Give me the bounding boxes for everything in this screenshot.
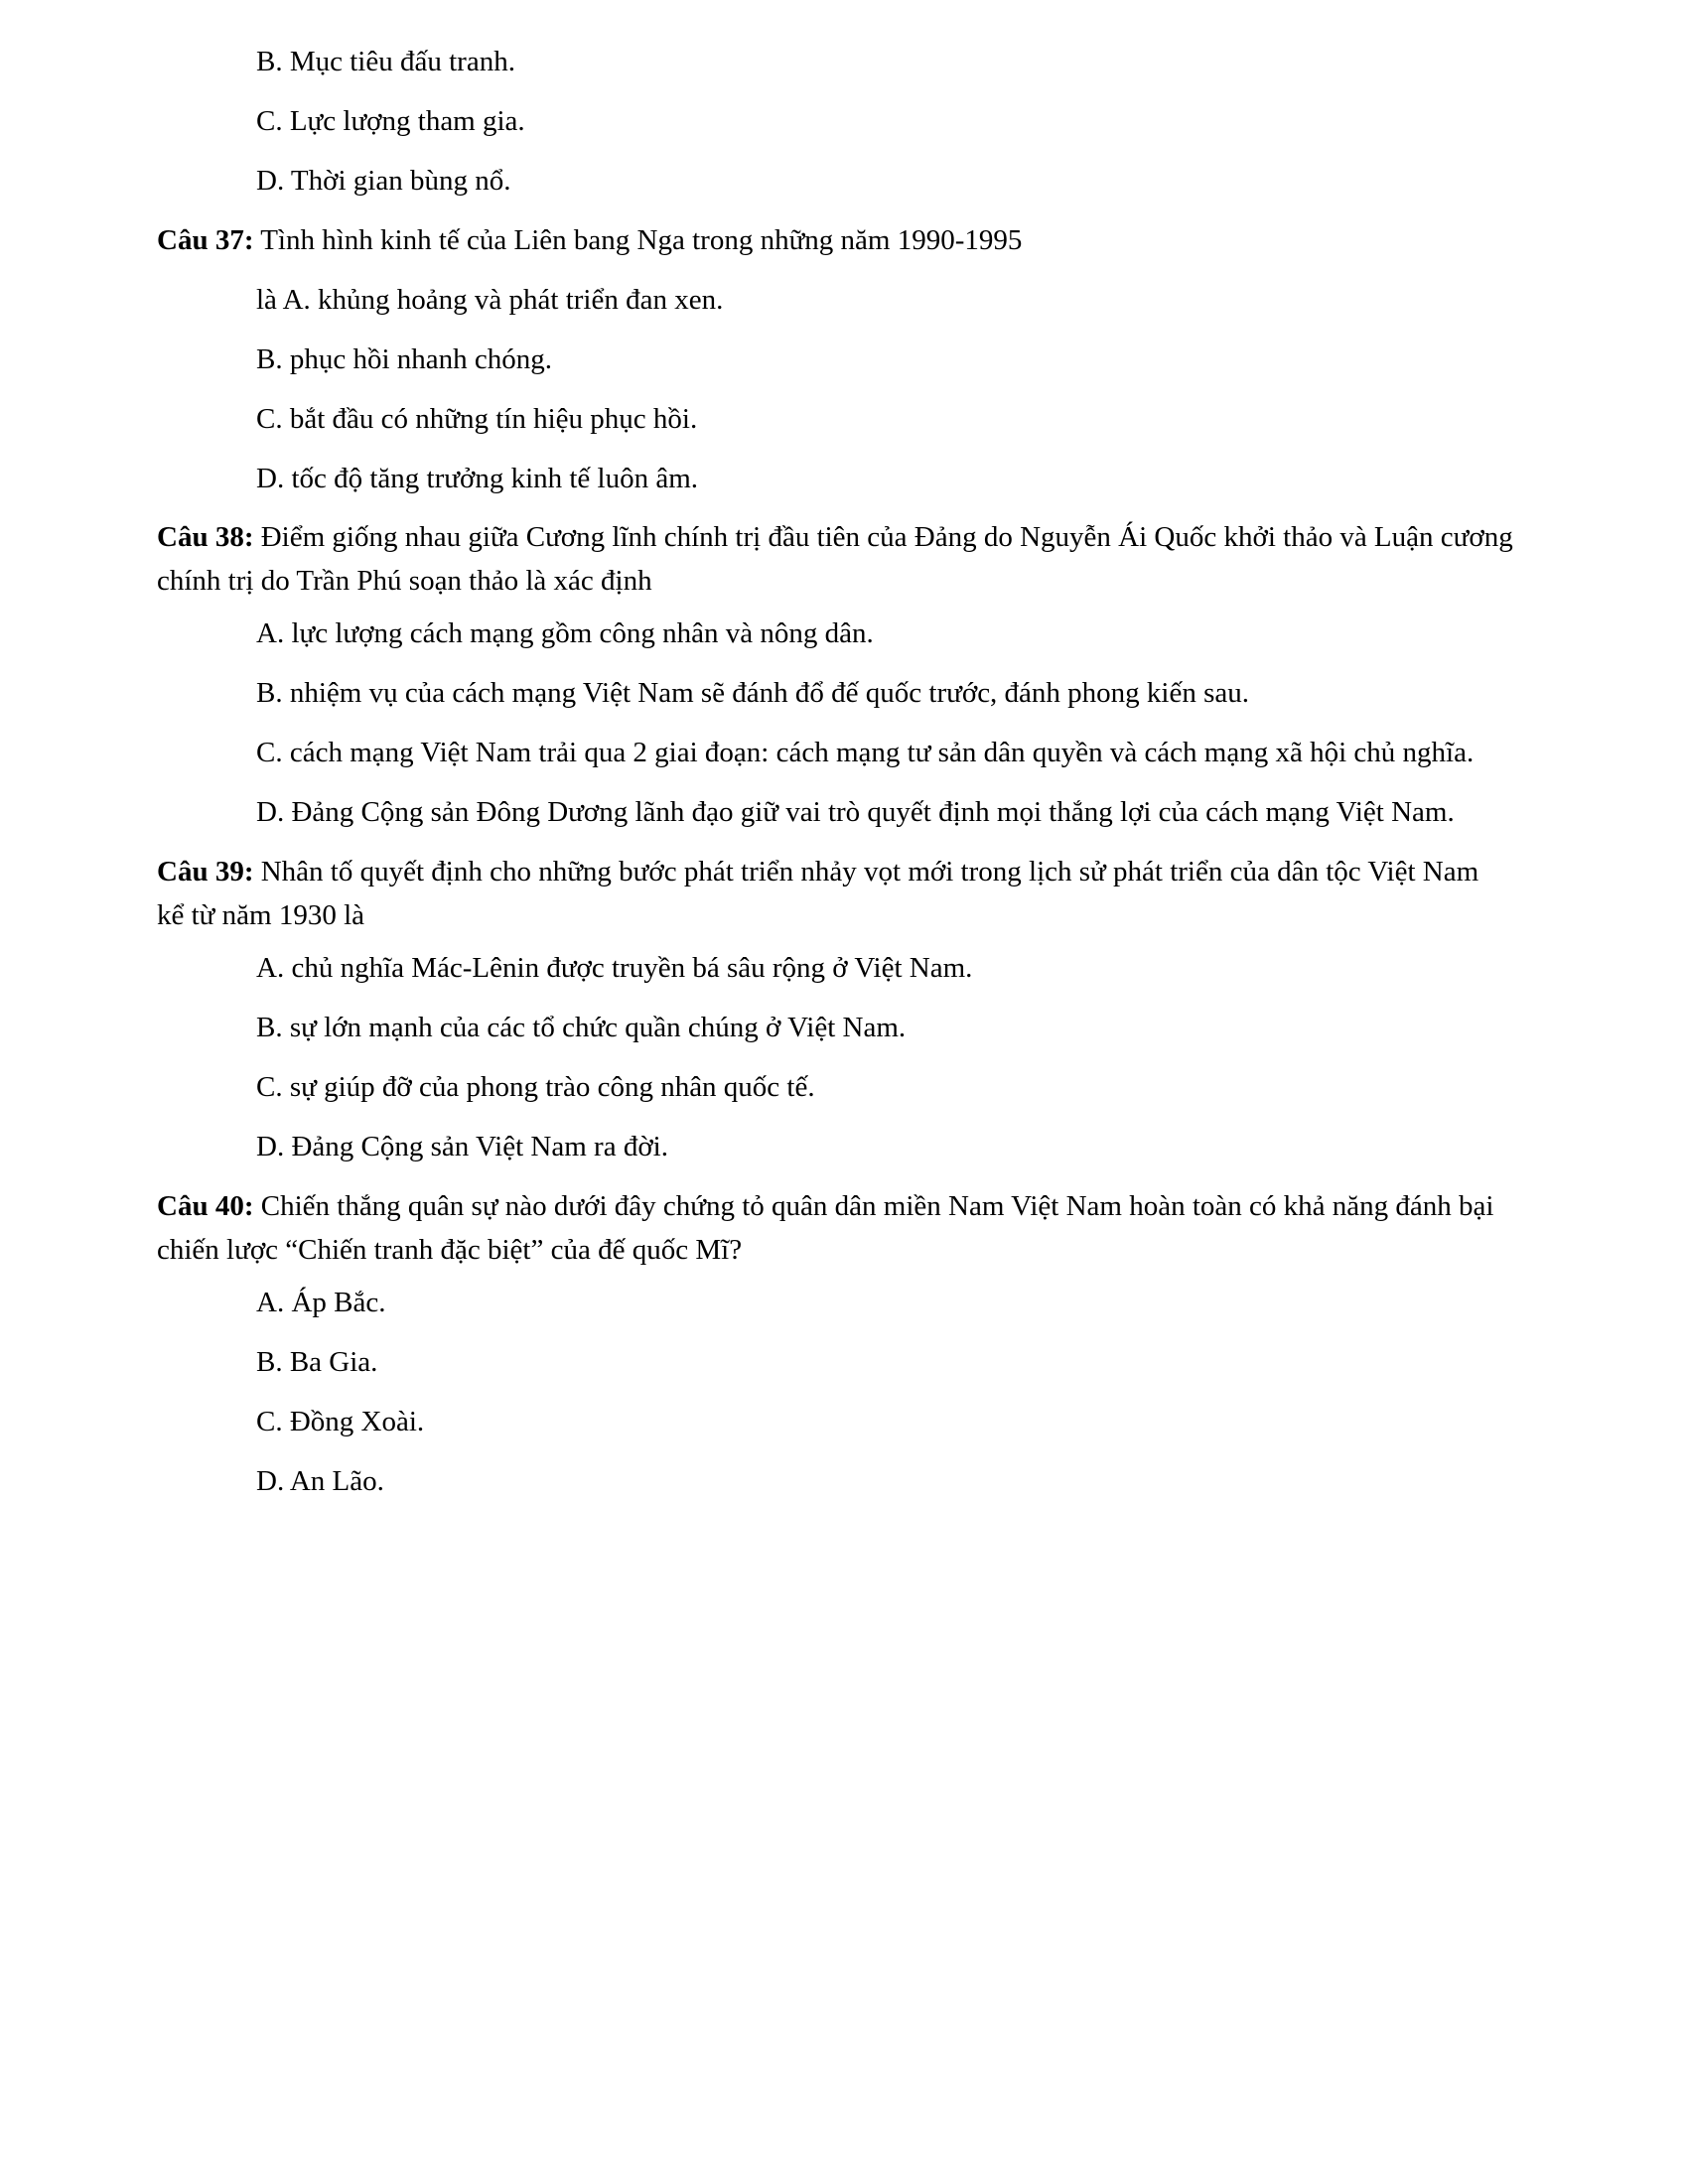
question-38-stem [157, 515, 1513, 559]
option-b: B. Ba Gia. [256, 1346, 378, 1378]
question-text: Điểm giống nhau giữa Cương lĩnh chính trị đầu tiên của Đảng do Nguyễn Ái Quốc khởi thảo và Luận cương [260, 521, 1513, 553]
option-a: là A. khủng hoảng và phát triển đan xen. [256, 284, 724, 316]
option-d: D. tốc độ tăng trưởng kinh tế luôn âm. [256, 463, 699, 494]
option-b: B. nhiệm vụ của cách mạng Việt Nam sẽ đánh đổ đế quốc trước, đánh phong kiến sau. [256, 677, 1250, 709]
option-c: C. Đồng Xoài. [256, 1406, 425, 1437]
question-label: Câu 37: [157, 224, 254, 256]
question-label: Câu 38: [157, 521, 254, 553]
option-d: D. Thời gian bùng nổ. [256, 165, 511, 197]
option-a: A. chủ nghĩa Mác-Lênin được truyền bá sâu rộng ở Việt Nam. [256, 952, 973, 984]
option-a: A. lực lượng cách mạng gồm công nhân và nông dân. [256, 617, 874, 649]
option-b: B. sự lớn mạnh của các tổ chức quần chúng ở Việt Nam. [256, 1012, 907, 1043]
question-label: Câu 40: [157, 1190, 254, 1222]
option-d: D. Đảng Cộng sản Việt Nam ra đời. [256, 1131, 668, 1162]
question-text: Tình hình kinh tế của Liên bang Nga trong những năm 1990-1995 [260, 224, 1023, 256]
option-d: D. Đảng Cộng sản Đông Dương lãnh đạo giữ vai trò quyết định mọi thắng lợi của cách mạng Việt Nam. [256, 796, 1455, 828]
question-text: Nhân tố quyết định cho những bước phát triển nhảy vọt mới trong lịch sử phát triển của dân tộc Việt Nam [260, 856, 1479, 887]
option-a: A. Áp Bắc. [256, 1287, 386, 1318]
question-text-continued: chính trị do Trần Phú soạn thảo là xác định [157, 565, 652, 597]
question-39-stem [157, 850, 1478, 893]
option-c: C. cách mạng Việt Nam trải qua 2 giai đoạn: cách mạng tư sản dân quyền và cách mạng xã hội chủ nghĩa. [256, 737, 1475, 768]
question-text-continued: kể từ năm 1930 là [157, 899, 365, 931]
option-c: C. sự giúp đỡ của phong trào công nhân quốc tế. [256, 1071, 815, 1103]
option-d: D. An Lão. [256, 1465, 384, 1497]
option-c: C. Lực lượng tham gia. [256, 105, 525, 137]
question-40-stem [157, 1184, 1493, 1228]
question-text: Chiến thắng quân sự nào dưới đây chứng tỏ quân dân miền Nam Việt Nam hoàn toàn có khả năng đánh bại [260, 1190, 1494, 1222]
question-text-continued: chiến lược “Chiến tranh đặc biệt” của đế quốc Mĩ? [157, 1234, 743, 1266]
option-b: B. phục hồi nhanh chóng. [256, 343, 553, 375]
option-b: B. Mục tiêu đấu tranh. [256, 46, 515, 77]
question-37-stem [157, 218, 1022, 262]
question-label: Câu 39: [157, 856, 254, 887]
option-c: C. bắt đầu có những tín hiệu phục hồi. [256, 403, 698, 435]
